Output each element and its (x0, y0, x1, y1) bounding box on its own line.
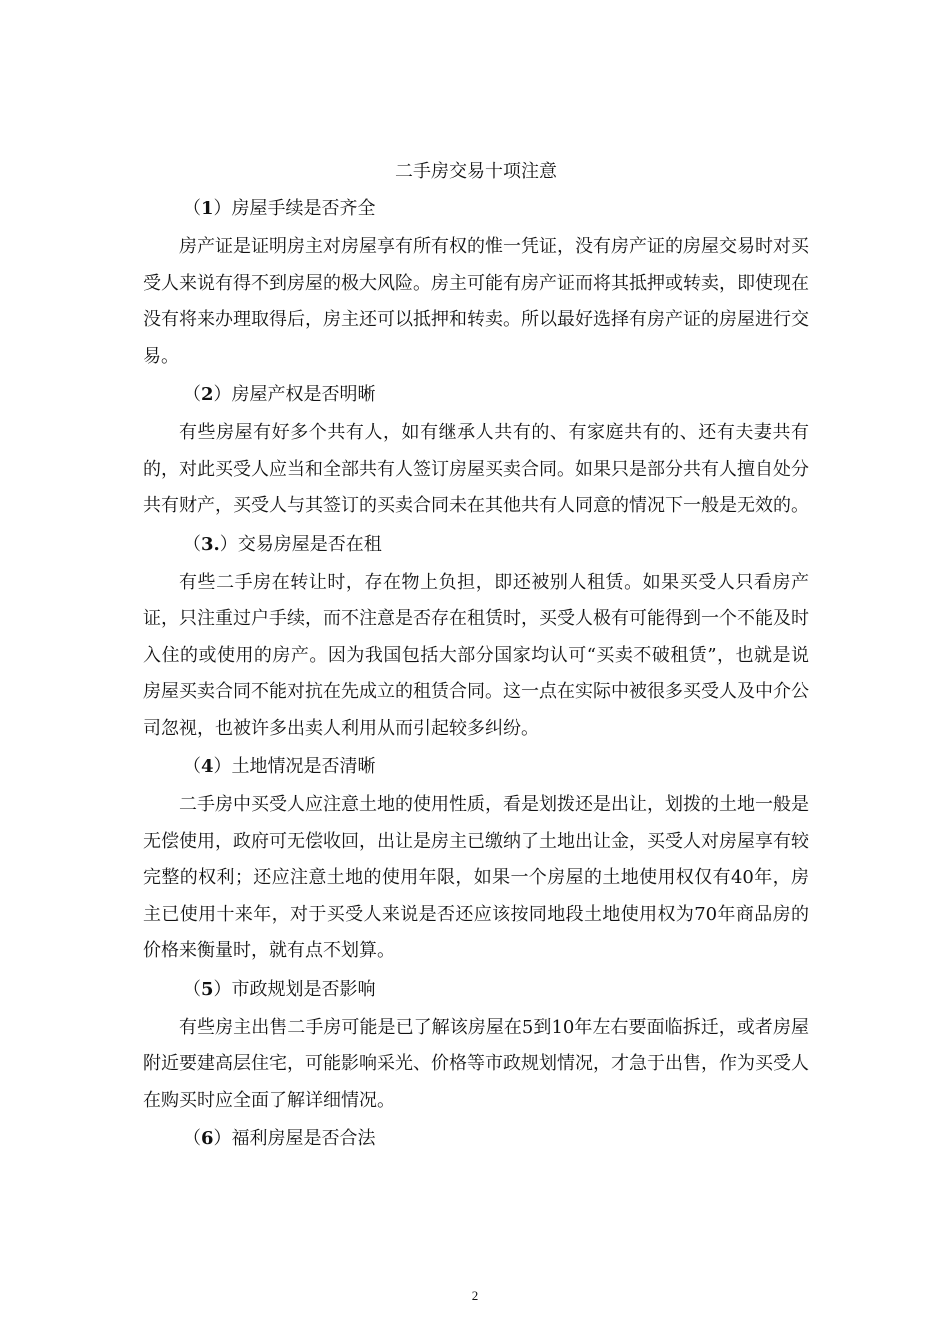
section-number: 5 (201, 978, 214, 1000)
section-open-paren: （ (183, 756, 201, 777)
section-open-paren: （ (183, 384, 201, 405)
section-number: 1 (201, 198, 214, 219)
section-number: 3. (201, 533, 220, 555)
section-open-paren: （ (183, 198, 201, 219)
section-heading-3 (143, 528, 809, 562)
document-title: 二手房交易十项注意 (395, 161, 557, 182)
section-heading-4 (143, 750, 809, 784)
section-heading-2 (143, 378, 809, 412)
section-heading-text: ）交易房屋是否在租 (219, 533, 382, 555)
section-heading-1 (143, 192, 809, 226)
section-paragraph-4: 二手房中买受人应注意土地的使用性质，看是划拨还是出让，划拨的土地一般是无偿使用，政府可无偿收回，出让是房主已缴纳了土地出让金，买受人对房屋享有较完整的权利；还应注意土地的使用年限，如果一个房屋的土地使用权仅有40年，房主已使用十来年，对于买受人来说是否还应该按同地段土地使用权为70年商品房的价格来衡量时，就有点不划算。 (143, 794, 809, 961)
section-open-paren: （ (183, 1128, 201, 1149)
section-number: 6 (201, 1128, 214, 1149)
section-heading-text: ）土地情况是否清晰 (213, 756, 376, 777)
document-content (143, 155, 809, 1159)
section-heading-6 (143, 1122, 809, 1156)
section-paragraph-5: 有些房主出售二手房可能是已了解该房屋在5到10年左右要面临拆迁，或者房屋附近要建高层住宅，可能影响采光、价格等市政规划情况，才急于出售，作为买受人在购买时应全面了解详细情况。 (143, 1016, 809, 1111)
section-paragraph-1: 房产证是证明房主对房屋享有所有权的惟一凭证，没有房产证的房屋交易时对买受人来说有得不到房屋的极大风险。房主可能有房产证而将其抵押或转卖，即使现在没有将来办理取得后，房主还可以抵押和转卖。所以最好选择有房产证的房屋进行交易。 (143, 236, 809, 367)
section-heading-text: ）房屋产权是否明晰 (213, 384, 376, 405)
section-paragraph-3: 有些二手房在转让时，存在物上负担，即还被别人租赁。如果买受人只看房产证，只注重过户手续，而不注意是否存在租赁时，买受人极有可能得到一个不能及时入住的或使用的房产。因为我国包括大部分国家均认可“买卖不破租赁”，也就是说房屋买卖合同不能对抗在先成立的租赁合同。这一点在实际中被很多买受人及中介公司忽视，也被许多出卖人利用从而引起较多纠纷。 (143, 571, 809, 739)
section-paragraph-2: 有些房屋有好多个共有人，如有继承人共有的、有家庭共有的、还有夫妻共有的，对此买受人应当和全部共有人签订房屋买卖合同。如果只是部分共有人擅自处分共有财产，买受人与其签订的买卖合同未在其他共有人同意的情况下一般是无效的。 (143, 422, 809, 516)
section-heading-text: ）房屋手续是否齐全 (213, 198, 376, 219)
page-number: 2 (471, 1288, 479, 1303)
section-open-paren: （ (183, 978, 201, 1000)
section-number: 4 (201, 756, 214, 777)
section-heading-text: ）福利房屋是否合法 (213, 1128, 376, 1149)
section-heading-5 (143, 973, 809, 1007)
section-open-paren: （ (183, 533, 201, 555)
section-number: 2 (201, 384, 214, 405)
section-heading-text: ）市政规划是否影响 (213, 978, 376, 1000)
